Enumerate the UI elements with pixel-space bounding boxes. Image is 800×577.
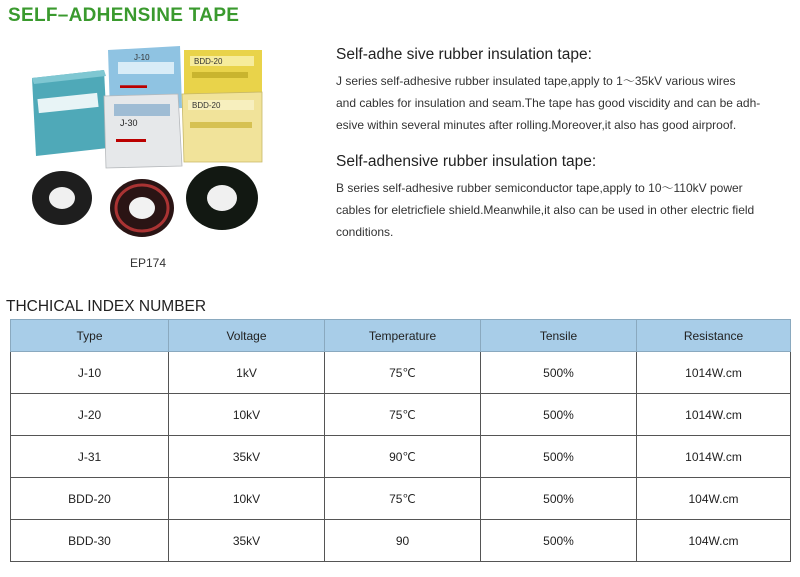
- cell-voltage: 1kV: [169, 352, 325, 394]
- description-body: B series self-adhesive rubber semiconductor tape,apply to 10～110kV power cables for eletricfiele shield.Meanwhile,it also can be used in other electric field conditions.: [336, 181, 755, 239]
- table-title: THCHICAL INDEX NUMBER: [6, 298, 207, 315]
- cell-tensile: 500%: [481, 478, 637, 520]
- table-row: [11, 478, 791, 520]
- cell-temperature: 90: [325, 520, 481, 562]
- description-body: J series self-adhesive rubber insulated tape,apply to 1～35kV various wires and cables for insulation and seam.The tape has good viscidity and can be adh- esive within several minutes after rolling.Moreover,it also has good airproof.: [336, 74, 761, 132]
- product-photo: [22, 38, 292, 258]
- table-header-row: [11, 320, 791, 352]
- product-caption: EP174: [130, 256, 167, 270]
- tape-box-cream: [182, 92, 262, 162]
- header-voltage: Voltage: [169, 320, 325, 352]
- tape-roll-right: [186, 166, 258, 230]
- cell-type: BDD-20: [11, 478, 169, 520]
- box-label: BDD-20: [192, 101, 221, 110]
- svg-text:▬▬▬: ▬▬▬: [116, 134, 146, 145]
- page-title: SELF–ADHENSINE TAPE: [8, 5, 240, 26]
- table-row: [11, 394, 791, 436]
- tape-roll-center: [110, 179, 174, 237]
- header-temperature: Temperature: [325, 320, 481, 352]
- svg-text:▬▬▬: ▬▬▬: [120, 80, 147, 90]
- cell-resistance: 1014W.cm: [637, 352, 791, 394]
- cell-resistance: 1014W.cm: [637, 394, 791, 436]
- tape-roll-left: [32, 171, 92, 225]
- cell-tensile: 500%: [481, 394, 637, 436]
- header-tensile: Tensile: [481, 320, 637, 352]
- technical-index-table: [10, 319, 791, 562]
- cell-type: J-10: [11, 352, 169, 394]
- box-label: J-30: [120, 118, 138, 128]
- table-row: [11, 436, 791, 478]
- cell-resistance: 104W.cm: [637, 520, 791, 562]
- cell-temperature: 75℃: [325, 352, 481, 394]
- cell-type: J-20: [11, 394, 169, 436]
- cell-tensile: 500%: [481, 520, 637, 562]
- description-j-series: [336, 46, 796, 136]
- cell-voltage: 35kV: [169, 520, 325, 562]
- cell-tensile: 500%: [481, 352, 637, 394]
- cell-tensile: 500%: [481, 436, 637, 478]
- description-title: Self-adhe sive rubber insulation tape:: [336, 46, 592, 63]
- table-row: [11, 352, 791, 394]
- cell-temperature: 90℃: [325, 436, 481, 478]
- description-b-series: [336, 153, 796, 243]
- box-label: J-10: [134, 53, 150, 62]
- header-type: Type: [11, 320, 169, 352]
- cell-voltage: 35kV: [169, 436, 325, 478]
- cell-voltage: 10kV: [169, 394, 325, 436]
- tape-box-white: [104, 94, 182, 168]
- cell-type: BDD-30: [11, 520, 169, 562]
- header-resistance: Resistance: [637, 320, 791, 352]
- description-title: Self-adhensive rubber insulation tape:: [336, 153, 597, 170]
- box-label: BDD-20: [194, 57, 223, 66]
- cell-voltage: 10kV: [169, 478, 325, 520]
- cell-temperature: 75℃: [325, 394, 481, 436]
- cell-temperature: 75℃: [325, 478, 481, 520]
- tape-box-teal: [32, 70, 108, 156]
- cell-type: J-31: [11, 436, 169, 478]
- cell-resistance: 104W.cm: [637, 478, 791, 520]
- cell-resistance: 1014W.cm: [637, 436, 791, 478]
- table-row: [11, 520, 791, 562]
